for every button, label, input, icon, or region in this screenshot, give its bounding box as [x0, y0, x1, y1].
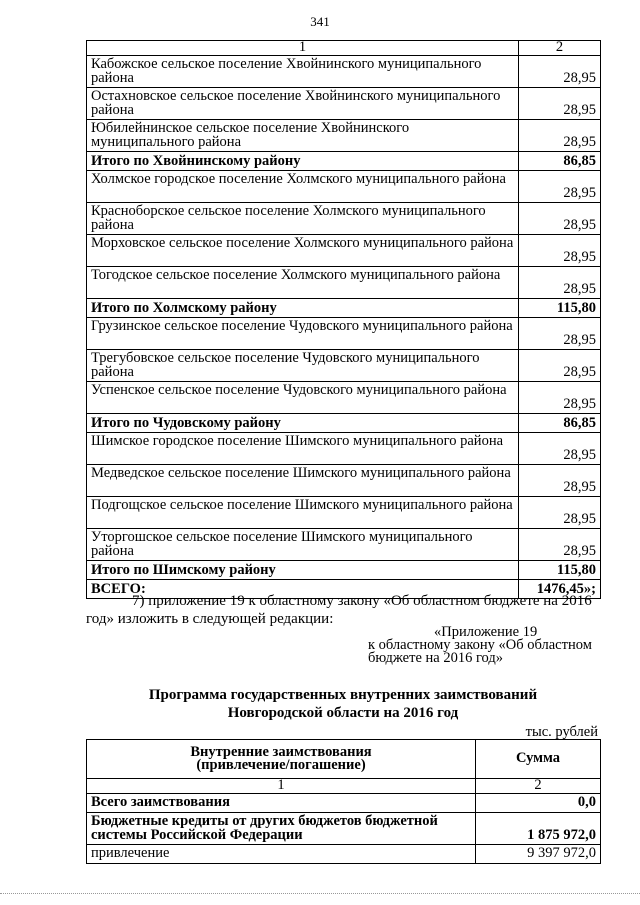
table-row [87, 318, 601, 350]
table-header-row [87, 41, 601, 56]
total-value: 115,80 [519, 299, 601, 318]
settlement-value: 28,95 [519, 203, 601, 235]
settlement-value: 28,95 [519, 497, 601, 529]
table-row [87, 203, 601, 235]
settlement-value: 28,95 [519, 382, 601, 414]
scan-edge-divider [0, 893, 640, 895]
settlement-value: 28,95 [519, 267, 601, 299]
program-title [86, 686, 600, 722]
table-row [87, 267, 601, 299]
settlement-value: 28,95 [519, 88, 601, 120]
settlement-value: 28,95 [519, 171, 601, 203]
borrowing-name: привлечение [87, 845, 476, 864]
settlement-name: Тогодское сельское поселение Холмского муниципального района [87, 267, 519, 299]
program-title-line-2: Новгородской области на 2016 год [227, 705, 459, 721]
borrowings-number-row [87, 779, 601, 794]
total-label: ВСЕГО: [87, 580, 519, 599]
table-row [87, 235, 601, 267]
table-row [87, 465, 601, 497]
settlement-name: Трегубовское сельское поселение Чудовского муниципального района [87, 350, 519, 382]
total-value: 86,85 [519, 414, 601, 433]
total-value: 86,85 [519, 152, 601, 171]
total-label: Итого по Хвойнинскому району [87, 152, 519, 171]
appendix-reference [368, 626, 608, 665]
settlement-value: 28,95 [519, 529, 601, 561]
settlement-value: 28,95 [519, 235, 601, 267]
column-number-1: 1 [87, 779, 476, 794]
borrowing-name: Всего заимствования [87, 794, 476, 813]
borrowing-value: 0,0 [476, 794, 601, 813]
total-row [87, 414, 601, 433]
settlement-value: 28,95 [519, 318, 601, 350]
total-row [87, 299, 601, 318]
borrowing-value: 1 875 972,0 [476, 813, 601, 845]
settlement-value: 28,95 [519, 350, 601, 382]
page-number: 341 [310, 14, 330, 29]
borrowings-header-row [87, 740, 601, 779]
header-borrowings-line-1: Внутренние заимствования [190, 743, 372, 760]
appendix-line-3: бюджете на 2016 год» [368, 650, 504, 666]
total-label: Итого по Шимскому району [87, 561, 519, 580]
header-borrowings-line-2: (привлечение/погашение) [196, 757, 366, 773]
settlement-name: Медведское сельское поселение Шимского муниципального района [87, 465, 519, 497]
total-label: Итого по Чудовскому району [87, 414, 519, 433]
settlement-name: Красноборское сельское поселение Холмского муниципального района [87, 203, 519, 235]
settlement-name: Шимское городское поселение Шимского муниципального района [87, 433, 519, 465]
table-row [87, 56, 601, 88]
settlements-table [86, 40, 601, 599]
settlement-name: Грузинское сельское поселение Чудовского муниципального района [87, 318, 519, 350]
units-label: тыс. рублей [525, 724, 598, 740]
settlement-value: 28,95 [519, 120, 601, 152]
table-row [87, 813, 601, 845]
header-borrowings [87, 740, 476, 779]
settlement-name: Уторгошское сельское поселение Шимского муниципального района [87, 529, 519, 561]
appendix-line-1: «Приложение 19 [434, 624, 538, 640]
borrowing-name: Бюджетные кредиты от других бюджетов бюджетной системы Российской Федерации [87, 813, 476, 845]
column-number-2: 2 [519, 41, 601, 56]
table-row [87, 350, 601, 382]
column-number-2: 2 [476, 779, 601, 794]
settlement-name: Юбилейнинское сельское поселение Хвойнинского муниципального района [87, 120, 519, 152]
table-row [87, 120, 601, 152]
settlement-name: Остахновское сельское поселение Хвойнинского муниципального района [87, 88, 519, 120]
total-label: Итого по Холмскому району [87, 299, 519, 318]
table-row [87, 529, 601, 561]
settlement-name: Подгощское сельское поселение Шимского муниципального района [87, 497, 519, 529]
settlement-name: Успенское сельское поселение Чудовского муниципального района [87, 382, 519, 414]
amendment-paragraph: 7) приложение 19 к областному закону «Об областном бюджете на 2016 год» изложить в следующей редакции: [86, 593, 592, 627]
settlement-value: 28,95 [519, 433, 601, 465]
column-number-1: 1 [87, 41, 519, 56]
table-row [87, 497, 601, 529]
borrowings-table [86, 739, 601, 864]
settlement-name: Кабожское сельское поселение Хвойнинского муниципального района [87, 56, 519, 88]
total-value: 115,80 [519, 561, 601, 580]
table-row [87, 88, 601, 120]
total-value: 1476,45»; [519, 580, 601, 599]
total-row [87, 561, 601, 580]
table-row [87, 171, 601, 203]
total-row [87, 152, 601, 171]
table-row [87, 794, 601, 813]
header-sum: Сумма [476, 740, 601, 779]
settlement-value: 28,95 [519, 56, 601, 88]
settlement-value: 28,95 [519, 465, 601, 497]
table-row [87, 845, 601, 864]
appendix-line-2: к областному закону «Об областном [368, 637, 592, 653]
borrowing-value: 9 397 972,0 [476, 845, 601, 864]
program-title-line-1: Программа государственных внутренних заимствований [148, 687, 538, 703]
settlement-name: Холмское городское поселение Холмского муниципального района [87, 171, 519, 203]
settlement-name: Морховское сельское поселение Холмского муниципального района [87, 235, 519, 267]
table-row [87, 382, 601, 414]
table-row [87, 433, 601, 465]
